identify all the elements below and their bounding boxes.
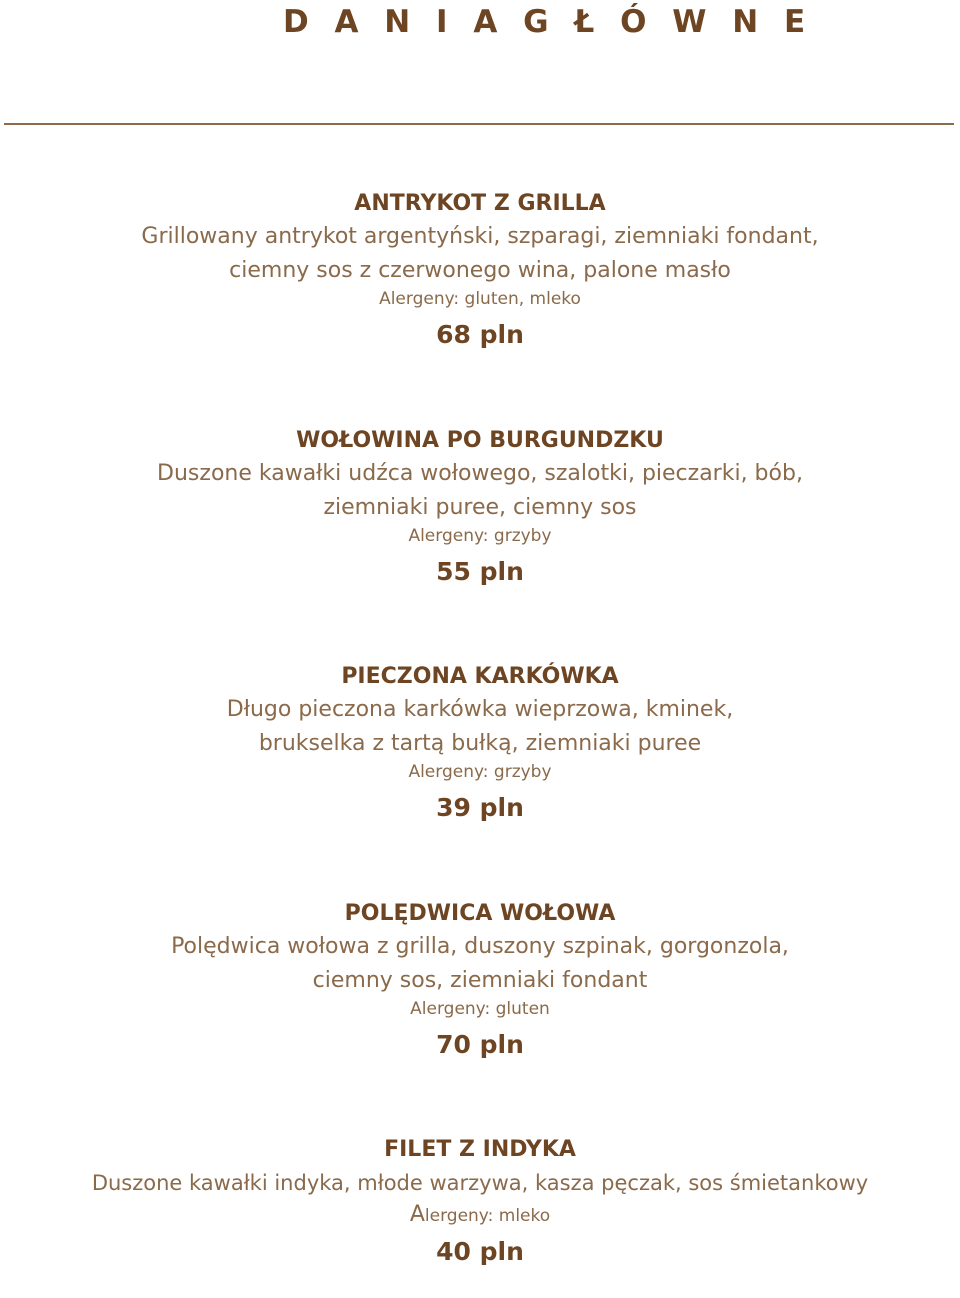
dish-allergens (0, 1203, 960, 1228)
dish-allergens: Alergeny: grzyby (408, 526, 552, 546)
page-title: D A N I A G Ł Ó W N E (283, 4, 813, 40)
dish-allergens: Alergeny: gluten (410, 999, 550, 1019)
dish-description-line-1: Długo pieczona karkówka wieprzowa, kminek, (226, 697, 734, 722)
dish-price: 68 pln (436, 320, 524, 349)
dish-allergens: Alergeny: gluten, mleko (379, 289, 581, 309)
dish-price: 39 pln (436, 793, 524, 822)
dish-name: PIECZONA KARKÓWKA (341, 664, 619, 689)
menu-item-karkowka (0, 664, 960, 823)
dish-description-line-2: ciemny sos z czerwonego wina, palone masło (229, 258, 731, 283)
dish-description-line-1: Polędwica wołowa z grilla, duszony szpinak, gorgonzola, (171, 934, 789, 959)
menu-item-wolowina (0, 428, 960, 587)
dish-name: FILET Z INDYKA (384, 1137, 576, 1162)
dish-description-line-2: brukselka z tartą bułką, ziemniaki puree (258, 731, 702, 756)
dish-allergens: Alergeny: grzyby (408, 762, 552, 782)
dish-price: 55 pln (436, 557, 524, 586)
dish-allergens-rest: lergeny: mleko (424, 1206, 551, 1226)
dish-name: WOŁOWINA PO BURGUNDZKU (296, 428, 664, 453)
menu-item-filet-z-indyka (0, 1137, 960, 1267)
dish-description-line-1: Duszone kawałki indyka, młode warzywa, kasza pęczak, sos śmietankowy (91, 1171, 869, 1195)
menu-item-poledwica (0, 901, 960, 1060)
menu-item-antrykot (0, 191, 960, 350)
title-divider (4, 123, 954, 125)
dish-allergens-initial: A (409, 1202, 425, 1227)
dish-price: 40 pln (436, 1237, 524, 1266)
dish-price: 70 pln (436, 1030, 524, 1059)
dish-description-line-1: Duszone kawałki udźca wołowego, szalotki, pieczarki, bób, (157, 461, 803, 486)
dish-description-line-2: ziemniaki puree, ciemny sos (323, 495, 637, 520)
dish-description-line-1: Grillowany antrykot argentyński, szparagi, ziemniaki fondant, (141, 224, 819, 249)
dish-name: ANTRYKOT Z GRILLA (354, 191, 606, 216)
dish-description-line-2: ciemny sos, ziemniaki fondant (312, 968, 648, 993)
dish-name: POLĘDWICA WOŁOWA (344, 901, 616, 926)
